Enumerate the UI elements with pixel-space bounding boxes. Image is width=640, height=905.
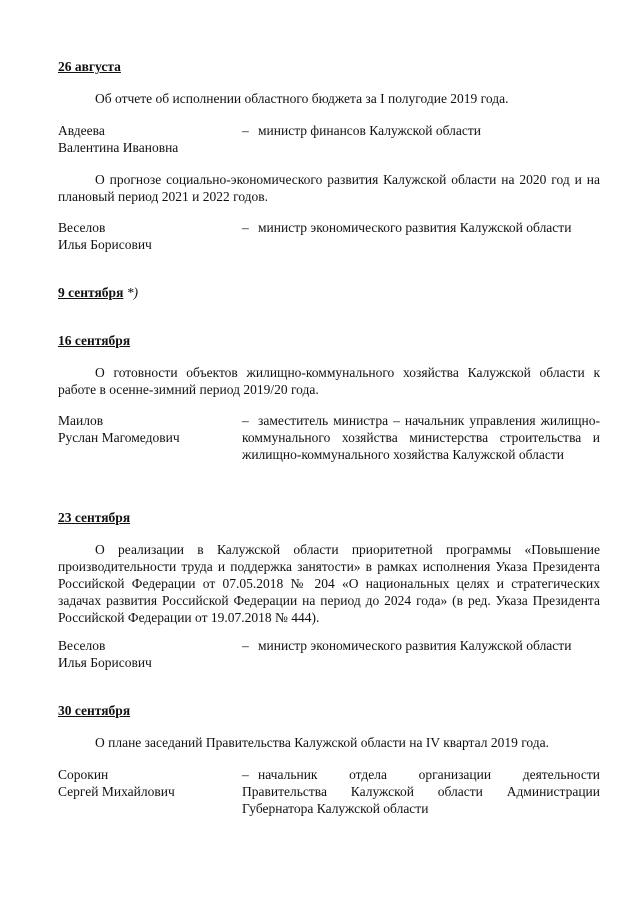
speaker-given-name: Илья Борисович — [58, 237, 152, 252]
agenda-topic: О плане заседаний Правительства Калужской области на IV квартал 2019 года. — [95, 735, 549, 750]
session-date: 9 сентября — [58, 285, 124, 300]
dash-separator: – — [242, 123, 249, 138]
agenda-topic: О прогнозе социально-экономического развития Калужской области на 2020 год и на плановый период 2021 и 2022 годов. — [58, 172, 600, 204]
speaker-role-text: заместитель министра – начальник управления жилищно-коммунального хозяйства министерства строительства и жилищно-коммунального хозяйства Калужской области — [242, 413, 600, 462]
speaker-role — [242, 637, 600, 654]
speaker-surname: Сорокин — [58, 767, 109, 782]
dash-separator: – — [242, 413, 249, 428]
speaker-name — [58, 122, 238, 156]
session-date: 26 августа — [58, 59, 121, 74]
speaker-role-text: министр экономического развития Калужской области — [258, 638, 572, 653]
speaker-name — [58, 637, 238, 671]
speaker-role — [242, 412, 600, 463]
speaker-name — [58, 766, 238, 800]
agenda-topic: О готовности объектов жилищно-коммунального хозяйства Калужской области к работе в осенне-зимний период 2019/20 года. — [58, 365, 600, 397]
session-date: 30 сентября — [58, 703, 131, 718]
speaker-surname: Маилов — [58, 413, 104, 428]
speaker-role — [242, 766, 600, 817]
speaker-given-name: Сергей Михайлович — [58, 784, 175, 799]
session-date: 23 сентября — [58, 510, 131, 525]
session-date-row — [58, 284, 600, 301]
footnote-mark: *) — [126, 285, 138, 300]
dash-separator: – — [242, 767, 249, 782]
dash-separator: – — [242, 638, 249, 653]
speaker-given-name: Руслан Магомедович — [58, 430, 180, 445]
speaker-role-text: министр экономического развития Калужской области — [258, 220, 572, 235]
speaker-role-text: начальник отдела организации деятельности Правительства Калужской области Администрации Губернатора Калужской области — [242, 767, 600, 816]
speaker-role — [242, 122, 600, 139]
speaker-name — [58, 412, 238, 446]
speaker-surname: Авдеева — [58, 123, 105, 138]
speaker-surname: Веселов — [58, 638, 106, 653]
speaker-role-text: министр финансов Калужской области — [258, 123, 481, 138]
speaker-surname: Веселов — [58, 220, 106, 235]
speaker-name — [58, 219, 238, 253]
speaker-given-name: Валентина Ивановна — [58, 140, 179, 155]
speaker-role — [242, 219, 600, 236]
agenda-topic: Об отчете об исполнении областного бюджета за I полугодие 2019 года. — [95, 91, 509, 106]
dash-separator: – — [242, 220, 249, 235]
session-date: 16 сентября — [58, 333, 131, 348]
agenda-topic: О реализации в Калужской области приоритетной программы «Повышение производительности труда и поддержка занятости» в рамках исполнения Указа Президента Российской Федерации от 07.05.2018 № 204 «О национальных целях и стратегических задачах развития Российской Федерации на период до 2024 года» (в ред. Указа Президента Российской Федерации от 19.07.2018 № 444). — [58, 542, 600, 625]
speaker-given-name: Илья Борисович — [58, 655, 152, 670]
